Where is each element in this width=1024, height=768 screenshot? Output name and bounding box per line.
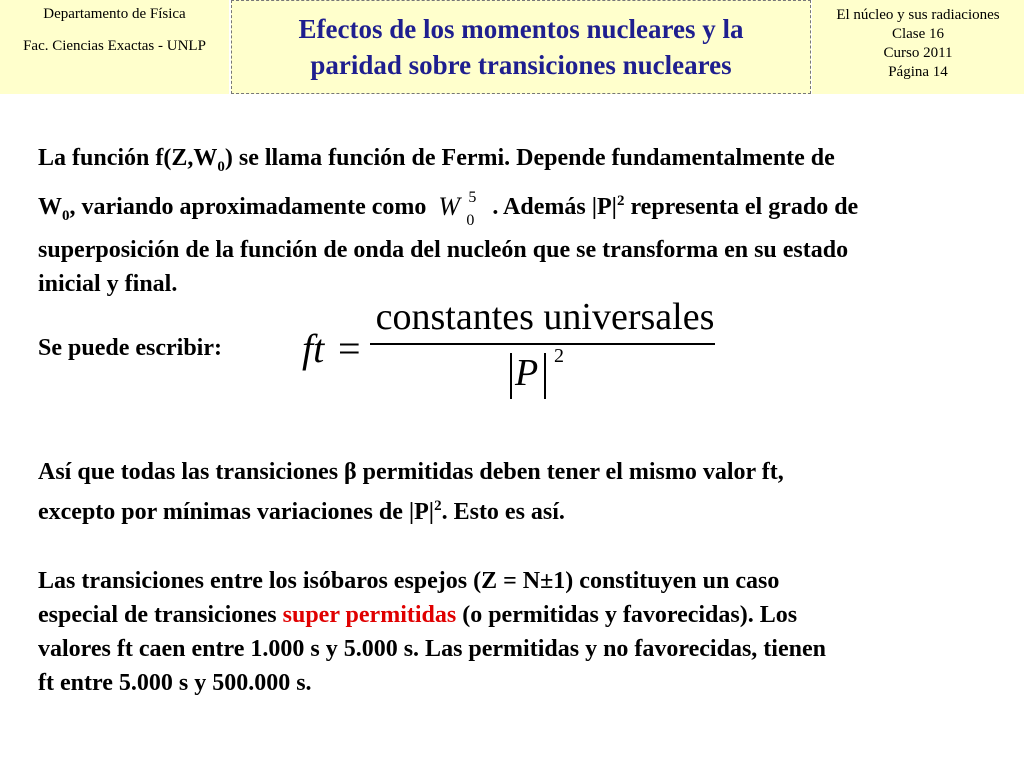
faculty-name: Fac. Ciencias Exactas - UNLP <box>23 38 206 54</box>
paragraph-can-write: Se puede escribir: <box>38 335 222 361</box>
abs-bar-left <box>510 353 512 399</box>
fraction-bar <box>370 343 715 345</box>
course-year: Curso 2011 <box>883 45 953 61</box>
department-name: Departamento de Física <box>43 6 186 22</box>
paragraph-fermi-function: La función $f(Z,W_0)$ se llama función de Fermi. Depende fundamentalmente de $W_0$, variando aproximadamente como W 5 0 . Además $|P|^2$ representa el grado de superposición de la función de onda del nucleón que se transforma en su estado inicial y final. <box>38 145 859 297</box>
slide-title-line2: paridad sobre transiciones nucleares <box>310 50 732 80</box>
abs-bar-right <box>544 353 546 399</box>
paragraph-mirror-isobars: Las transiciones entre los isóbaros espejos (Z = N±1) constituyen un caso especial de transiciones super permitidas (o permitidas y favorecidas). Los valores ft caen entre 1.000 s y 5.000 s. Las permitidas y no favorecidas, tienen ft entre 5.000 s y 500.000 s. <box>38 568 826 696</box>
page-number: Página 14 <box>888 64 948 80</box>
slide-title-line1: Efectos de los momentos nucleares y la <box>298 14 744 44</box>
formula-numerator: constantes universales <box>375 296 715 338</box>
super-allowed-highlight: super permitidas <box>282 602 457 628</box>
ft-formula <box>300 295 720 415</box>
formula-exponent: 2 <box>554 345 564 367</box>
header-course-box <box>812 0 1024 94</box>
formula-equals: = <box>338 326 361 371</box>
formula-denominator <box>500 347 590 403</box>
slide-title <box>299 11 744 83</box>
w0-power-formula: W 5 0 <box>438 188 477 229</box>
slide-title-box <box>231 0 811 94</box>
course-name: El núcleo y sus radiaciones <box>836 7 1000 23</box>
header-department-box <box>0 0 229 94</box>
formula-lhs: ft <box>302 326 325 371</box>
class-number: Clase 16 <box>891 26 945 42</box>
paragraph-allowed-transitions: Así que todas las transiciones β permitidas deben tener el mismo valor ft, excepto por mínimas variaciones de $|P|^2$. Esto es así. <box>38 459 784 525</box>
formula-p: P <box>515 352 539 394</box>
